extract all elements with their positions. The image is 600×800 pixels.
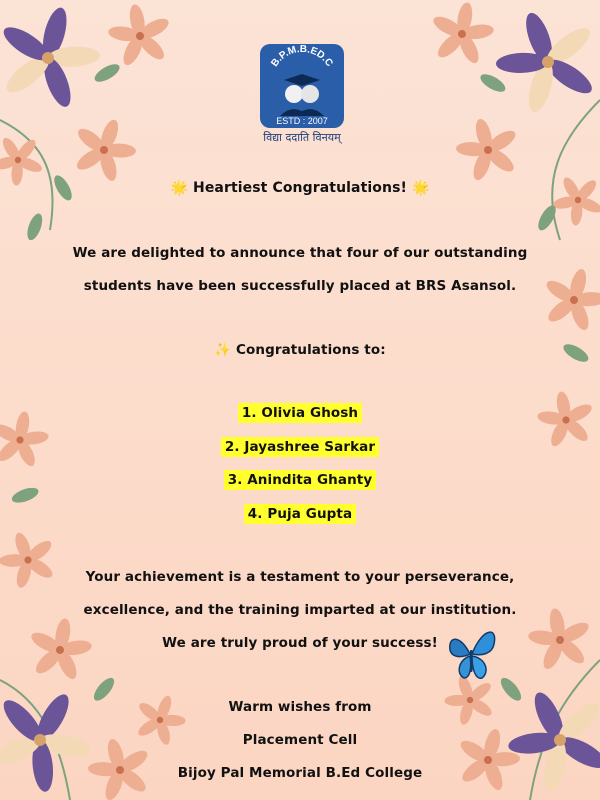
list-item [0,472,600,488]
list-item [0,405,600,421]
heading [0,180,600,196]
logo-arc-text: B.P.M.B.ED.C [269,44,335,69]
star-icon-right: 🌟 [411,180,430,196]
message-line-2: excellence, and the training imparted at our institution. [83,602,517,618]
signoff-line-3: Bijoy Pal Memorial B.Ed College [177,765,423,781]
college-logo [260,44,344,148]
list-item [0,506,600,522]
message-line-1: Your achievement is a testament to your perseverance, [85,569,515,585]
congrats-to [0,342,600,358]
announcement-line-1: We are delighted to announce that four of our outstanding [72,245,528,261]
sparkles-icon: ✨ [214,342,232,358]
student-name: 3. Anindita Ghanty [224,470,377,490]
butterfly-icon [442,624,498,686]
signoff-line-1: Warm wishes from [228,699,372,715]
logo-badge [260,44,344,128]
message-line-3: We are truly proud of your success! [162,635,438,651]
graduates-emblem [260,44,344,128]
logo-motto: विद्या ददाति विनयम् [263,131,341,144]
student-name: 2. Jayashree Sarkar [221,437,379,457]
student-name: 1. Olivia Ghosh [238,403,362,423]
star-icon-left: 🌟 [170,180,189,196]
student-name: 4. Puja Gupta [244,504,356,524]
announcement-line-2: students have been successfully placed at BRS Asansol. [83,278,517,294]
logo-estd: ESTD : 2007 [276,116,328,126]
signoff-line-2: Placement Cell [242,732,358,748]
congrats-to-text: Congratulations to: [235,342,386,358]
list-item [0,439,600,455]
heading-text: Heartiest Congratulations! [193,180,407,196]
